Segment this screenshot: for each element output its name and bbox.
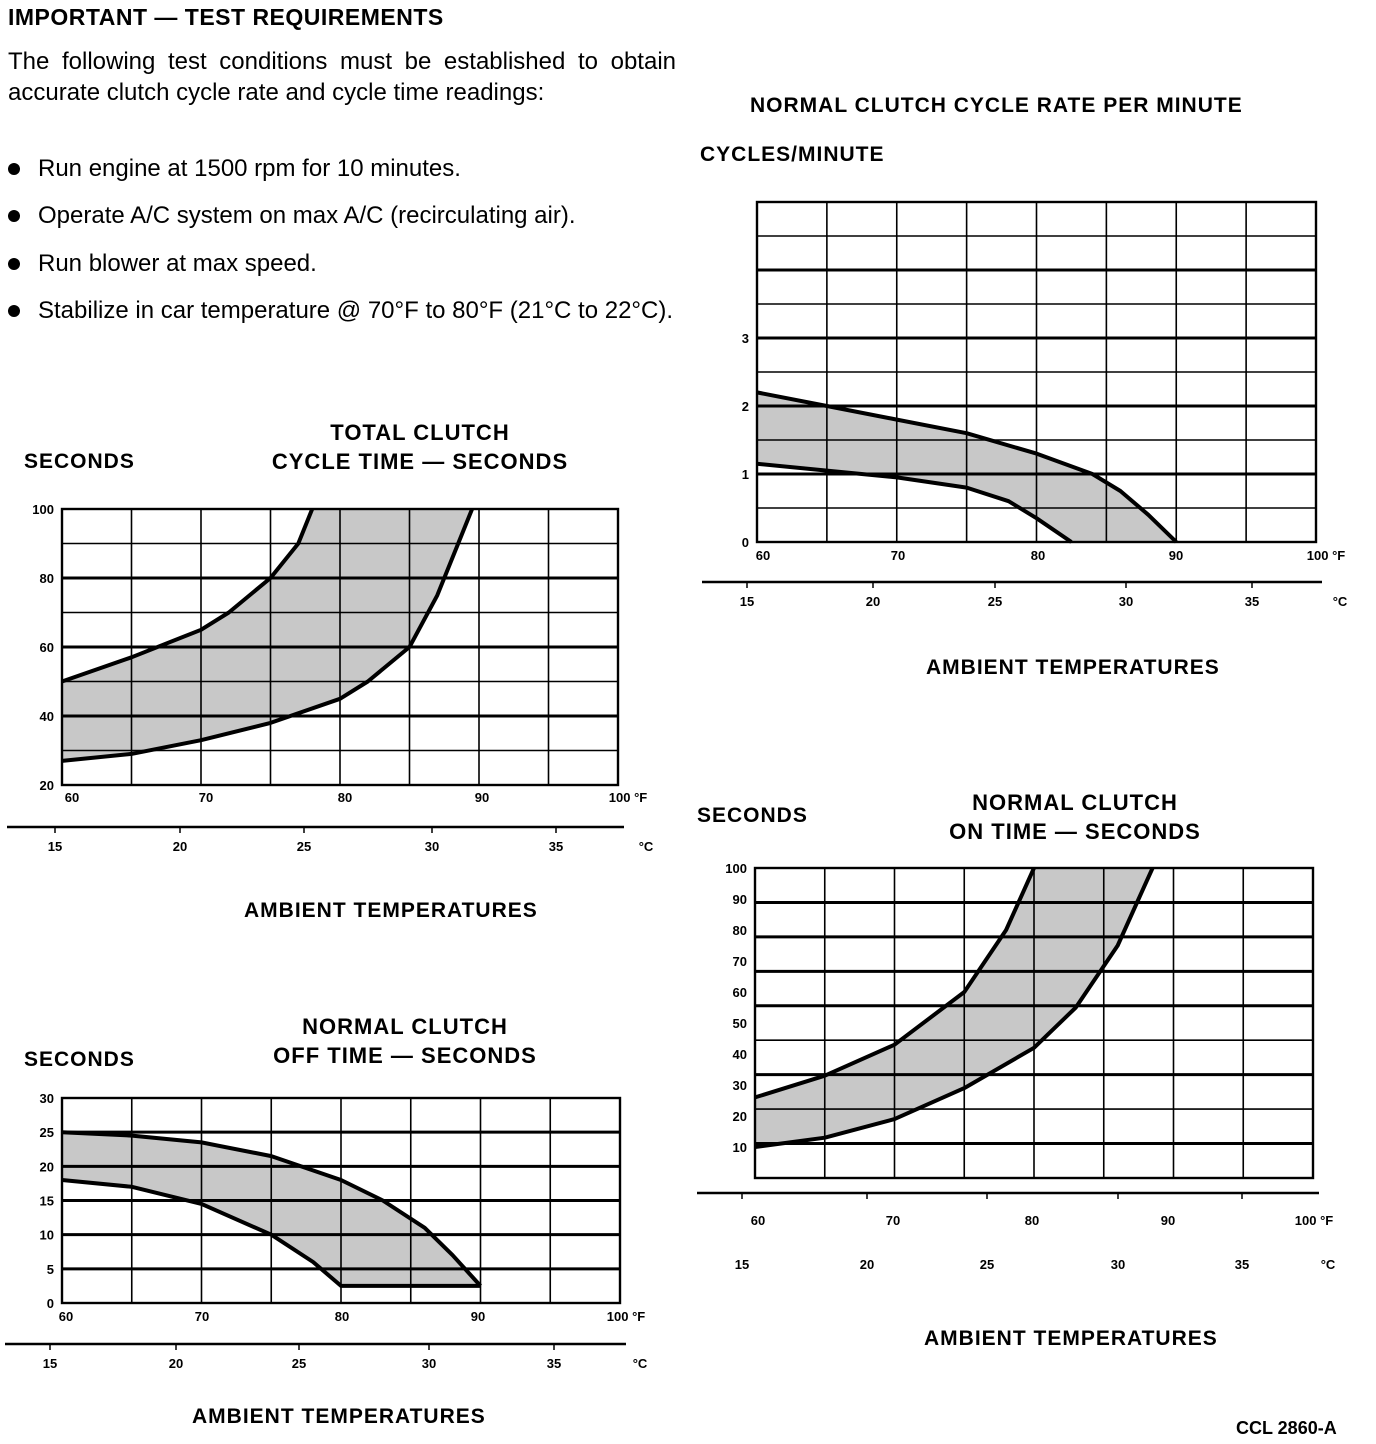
total-y-tick-label: 100 bbox=[32, 502, 54, 517]
on-c-tick-label: 15 bbox=[734, 1257, 750, 1272]
total-c-tick-label: °C bbox=[638, 839, 654, 854]
total-chart-xlabel: AMBIENT TEMPERATURES bbox=[244, 899, 538, 922]
rate-c-tick-label: 30 bbox=[1118, 594, 1134, 609]
total-y-tick-label: 80 bbox=[39, 571, 54, 586]
rate-chart-xlabel: AMBIENT TEMPERATURES bbox=[926, 656, 1220, 679]
rate-c-tick-label: 35 bbox=[1244, 594, 1260, 609]
rate-y-tick-label: 2 bbox=[741, 399, 749, 414]
total-y-tick-label: 60 bbox=[39, 640, 54, 655]
off-chart-ylabel: SECONDS bbox=[24, 1048, 135, 1071]
off-chart-title bbox=[230, 1012, 580, 1070]
rate-y-tick-label: 1 bbox=[741, 467, 749, 482]
on-c-tick-label: 30 bbox=[1110, 1257, 1126, 1272]
off-y-tick-label: 5 bbox=[46, 1261, 54, 1277]
off-y-tick-label: 30 bbox=[39, 1091, 54, 1106]
off-y-tick-label: 0 bbox=[46, 1296, 54, 1311]
rate-f-tick-label: 70 bbox=[890, 548, 906, 563]
on-f-tick-label: 60 bbox=[750, 1213, 766, 1228]
total-y-tick-label: 20 bbox=[39, 778, 54, 793]
total-cycle-time-chart bbox=[0, 495, 680, 865]
off-f-tick-label: 70 bbox=[194, 1309, 210, 1324]
total-f-tick-label: 70 bbox=[198, 790, 214, 805]
rate-f-tick-label: 90 bbox=[1168, 548, 1184, 563]
on-chart-ylabel: SECONDS bbox=[697, 804, 808, 827]
total-f-tick-label: 80 bbox=[337, 790, 353, 805]
cycle-rate-chart bbox=[690, 190, 1376, 620]
rate-chart-title: NORMAL CLUTCH CYCLE RATE PER MINUTE bbox=[750, 94, 1243, 117]
on-y-tick-label: 70 bbox=[732, 954, 747, 969]
rate-y-tick-label: 3 bbox=[741, 331, 749, 346]
on-chart-xlabel: AMBIENT TEMPERATURES bbox=[924, 1327, 1218, 1350]
on-c-tick-label: 25 bbox=[979, 1257, 995, 1272]
off-c-tick-label: 25 bbox=[291, 1356, 307, 1371]
on-chart-title bbox=[900, 788, 1250, 846]
off-c-tick-label: 20 bbox=[168, 1356, 184, 1371]
bullet-dot-icon bbox=[8, 163, 20, 175]
bullet-item bbox=[8, 296, 684, 360]
on-y-tick-label: 10 bbox=[732, 1140, 747, 1155]
on-f-tick-label: 100 °F bbox=[1294, 1213, 1334, 1228]
off-y-tick-label: 10 bbox=[39, 1227, 54, 1243]
bullet-dot-icon bbox=[8, 305, 20, 317]
off-f-tick-label: 90 bbox=[470, 1309, 486, 1324]
bullet-text: Operate A/C system on max A/C (recirculating air). bbox=[38, 202, 576, 229]
total-f-tick-label: 100 °F bbox=[608, 790, 648, 805]
rate-f-tick-label: 80 bbox=[1030, 548, 1046, 563]
rate-f-tick-label: 100 °F bbox=[1306, 548, 1346, 563]
rate-c-tick-label: 20 bbox=[865, 594, 881, 609]
on-y-tick-label: 90 bbox=[732, 892, 747, 907]
rate-c-tick-label: 15 bbox=[739, 594, 755, 609]
off-c-tick-label: 15 bbox=[42, 1356, 58, 1371]
off-c-tick-label: 35 bbox=[546, 1356, 562, 1371]
bullet-text: Run blower at max speed. bbox=[38, 250, 317, 277]
rate-c-tick-label: °C bbox=[1332, 594, 1348, 609]
on-c-tick-label: 35 bbox=[1234, 1257, 1250, 1272]
off-chart-xlabel: AMBIENT TEMPERATURES bbox=[192, 1405, 486, 1428]
bullet-text: Stabilize in car temperature @ 70°F to 80°F (21°C to 22°C). bbox=[38, 297, 674, 324]
total-y-tick-label: 40 bbox=[39, 709, 54, 724]
bullet-dot-icon bbox=[8, 210, 20, 222]
off-time-chart bbox=[0, 1085, 680, 1385]
on-y-tick-label: 100 bbox=[725, 861, 747, 876]
off-y-tick-label: 25 bbox=[39, 1125, 54, 1141]
total-chart-title bbox=[230, 418, 610, 476]
on-y-tick-label: 80 bbox=[732, 923, 747, 938]
bullet-item bbox=[8, 201, 684, 233]
off-f-tick-label: 60 bbox=[58, 1309, 74, 1324]
total-c-tick-label: 20 bbox=[172, 839, 188, 854]
on-y-tick-label: 60 bbox=[732, 985, 747, 1000]
off-c-tick-label: °C bbox=[632, 1356, 648, 1371]
on-chart-title-line1: NORMAL CLUTCH bbox=[972, 790, 1178, 815]
total-c-tick-label: 35 bbox=[548, 839, 564, 854]
bullet-item bbox=[8, 154, 684, 186]
on-chart-title-line2: ON TIME — SECONDS bbox=[949, 819, 1201, 844]
on-y-tick-label: 20 bbox=[732, 1109, 747, 1124]
intro-paragraph: The following test conditions must be established to obtain accurate clutch cycle rate and cycle time readings: bbox=[8, 48, 676, 106]
total-c-tick-label: 30 bbox=[424, 839, 440, 854]
on-time-chart bbox=[690, 855, 1376, 1295]
rate-chart-ylabel: CYCLES/MINUTE bbox=[700, 143, 885, 166]
bullet-dot-icon bbox=[8, 258, 20, 270]
reference-code: CCL 2860-A bbox=[1236, 1418, 1337, 1438]
on-y-tick-label: 50 bbox=[732, 1016, 747, 1031]
bullet-item bbox=[8, 249, 684, 281]
on-c-tick-label: 20 bbox=[859, 1257, 875, 1272]
on-f-tick-label: 90 bbox=[1160, 1213, 1176, 1228]
rate-c-tick-label: 25 bbox=[987, 594, 1003, 609]
rate-f-tick-label: 60 bbox=[755, 548, 771, 563]
bullet-text: Run engine at 1500 rpm for 10 minutes. bbox=[38, 155, 461, 182]
off-chart-title-line2: OFF TIME — SECONDS bbox=[273, 1043, 537, 1068]
on-y-tick-label: 40 bbox=[732, 1047, 747, 1062]
on-f-tick-label: 80 bbox=[1024, 1213, 1040, 1228]
off-c-tick-label: 30 bbox=[421, 1356, 437, 1371]
total-chart-title-line1: TOTAL CLUTCH bbox=[330, 420, 510, 445]
on-c-tick-label: °C bbox=[1320, 1257, 1336, 1272]
page-heading: IMPORTANT — TEST REQUIREMENTS bbox=[8, 4, 444, 30]
on-f-tick-label: 70 bbox=[885, 1213, 901, 1228]
total-chart-ylabel: SECONDS bbox=[24, 450, 135, 473]
on-band-area bbox=[755, 868, 1153, 1147]
total-f-tick-label: 90 bbox=[474, 790, 490, 805]
rate-y-tick-label: 0 bbox=[741, 535, 749, 550]
off-f-tick-label: 100 °F bbox=[606, 1309, 646, 1324]
off-y-tick-label: 20 bbox=[39, 1159, 54, 1175]
total-c-tick-label: 25 bbox=[296, 839, 312, 854]
total-f-tick-label: 60 bbox=[64, 790, 80, 805]
off-chart-title-line1: NORMAL CLUTCH bbox=[302, 1014, 508, 1039]
on-y-tick-label: 30 bbox=[732, 1078, 747, 1093]
off-f-tick-label: 80 bbox=[334, 1309, 350, 1324]
total-c-tick-label: 15 bbox=[47, 839, 63, 854]
off-y-tick-label: 15 bbox=[39, 1193, 54, 1209]
total-chart-title-line2: CYCLE TIME — SECONDS bbox=[271, 449, 569, 474]
